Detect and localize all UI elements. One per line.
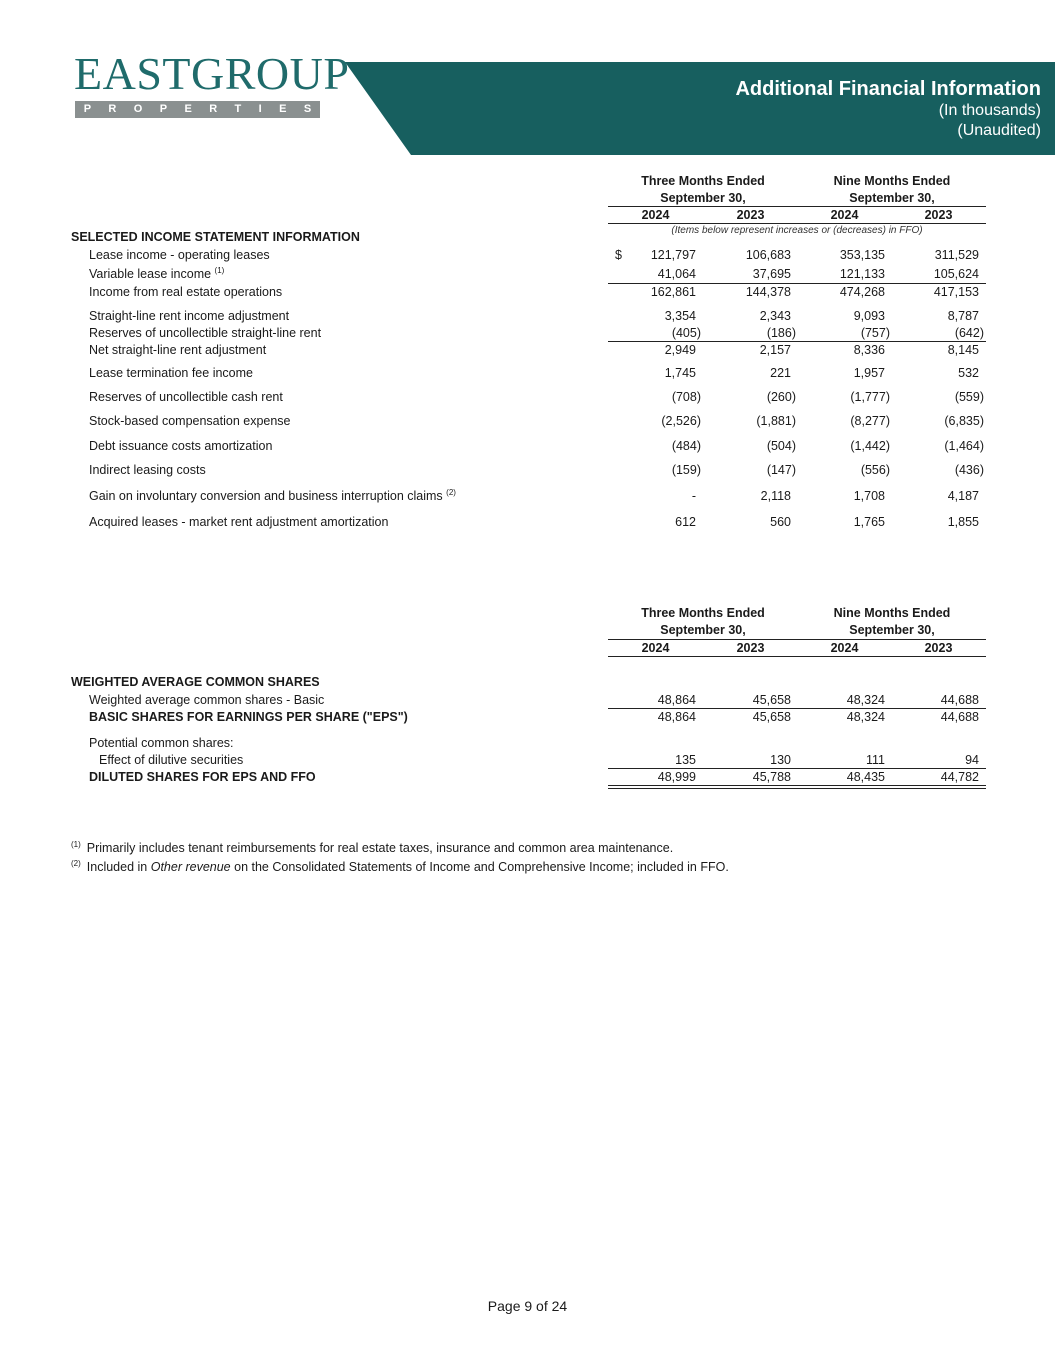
footnote-2 [71,860,729,874]
cell-value: 311,529 [934,248,979,262]
cell-value: 37,695 [752,267,791,281]
header-rule [608,223,986,224]
row-label [89,488,456,504]
cell-value: 144,378 [745,285,791,299]
row-label: Acquired leases - market rent adjustment amortization [89,515,389,529]
cell-value: (556) [860,463,890,477]
cell-value: 1,855 [947,515,979,529]
logo-letter: T [234,103,242,115]
table-row [0,284,1055,300]
cell-value: (260) [766,390,796,404]
cell-value: 121,797 [650,248,696,262]
footnote-text: on the Consolidated Statements of Income and Comprehensive Income; included in FFO. [230,860,729,874]
row-label-text: Variable lease income [89,267,212,281]
cell-value: 44,782 [940,770,979,784]
row-label: Income from real estate operations [89,285,283,299]
cell-value: 45,788 [752,770,791,784]
cell-value: 130 [770,753,791,767]
table-row [0,769,1055,785]
cell-value: (186) [766,326,796,340]
header-title-block [735,77,1041,141]
row-label: BASIC SHARES FOR EARNINGS PER SHARE ("EPS") [89,710,408,724]
cell-value: 48,435 [846,770,885,784]
company-logo-wordmark: EASTGROUP [74,48,350,99]
table-row [0,462,1055,478]
cell-value: 612 [675,515,696,529]
cell-value: (159) [671,463,701,477]
footnote-marker: (1) [71,839,81,849]
logo-letter: E [184,103,192,115]
table-row [0,342,1055,358]
cell-value: 221 [770,366,791,380]
cell-value: 48,324 [846,710,885,724]
cell-value: 135 [675,753,696,767]
page-subtitle-units: (In thousands) [938,102,1041,119]
cell-value: 111 [865,753,885,767]
cell-value: (757) [860,326,890,340]
row-label: Reserves of uncollectible straight-line rent [89,326,322,340]
cell-value: 162,861 [650,285,696,299]
cell-value: 1,957 [853,366,885,380]
row-label: DILUTED SHARES FOR EPS AND FFO [89,770,316,784]
nine-months-date: September 30, [849,191,935,205]
cell-value: 44,688 [940,693,979,707]
footnote-marker: (1) [214,265,225,275]
cell-value: (504) [766,439,796,453]
footnote-marker: (2) [446,487,456,497]
logo-letter: R [108,103,117,115]
table-row [0,692,1055,708]
table-row [0,389,1055,405]
footnote-marker: (2) [71,858,81,868]
logo-letter: R [209,103,218,115]
row-label: Lease income - operating leases [89,248,270,262]
cell-value: (8,277) [850,414,890,428]
logo-letter: P [159,103,168,115]
year-header: 2023 [736,641,765,655]
total-double-rule [608,785,986,789]
cell-value: 44,688 [940,710,979,724]
table-row [0,438,1055,454]
row-label: Net straight-line rent adjustment [89,343,267,357]
cell-value: 1,745 [664,366,696,380]
footnote-text: Primarily includes tenant reimbursements for real estate taxes, insurance and common area maintenance. [86,841,674,855]
cell-value: 2,343 [759,309,791,323]
cell-value: 105,624 [933,267,979,281]
header-rule [608,656,986,657]
cell-value: 3,354 [664,309,696,323]
cell-value: 353,135 [839,248,885,262]
cell-value: (1,777) [850,390,890,404]
row-label: Stock-based compensation expense [89,414,291,428]
three-months-header: Three Months Ended [641,606,765,620]
row-label: Potential common shares: [89,736,234,750]
cell-value: 2,949 [664,343,696,357]
cell-value: - [691,489,696,503]
cell-value: (708) [671,390,701,404]
currency-symbol: $ [615,248,622,262]
cell-value: (559) [954,390,984,404]
cell-value: 560 [770,515,791,529]
nine-months-date: September 30, [849,623,935,637]
income-section-title: SELECTED INCOME STATEMENT INFORMATION [71,230,360,244]
table-row [0,735,1055,751]
row-label: Lease termination fee income [89,366,253,380]
table-row [0,488,1055,504]
cell-value: (436) [954,463,984,477]
table-row [0,325,1055,341]
table-row [0,247,1055,263]
page-number: Page 9 of 24 [487,1298,568,1314]
table-note: (Items below represent increases or (decreases) in FFO) [671,225,923,236]
nine-months-header: Nine Months Ended [833,606,951,620]
year-header: 2023 [924,641,953,655]
cell-value: 2,157 [759,343,791,357]
header-rule [608,639,986,640]
header-rule [608,206,986,207]
cell-value: 41,064 [657,267,696,281]
cell-value: (1,464) [944,439,984,453]
footnote-1 [71,841,673,855]
three-months-date: September 30, [660,623,746,637]
cell-value: 8,145 [947,343,979,357]
cell-value: 9,093 [853,309,885,323]
cell-value: 48,864 [657,693,696,707]
year-header: 2024 [641,208,670,222]
three-months-date: September 30, [660,191,746,205]
row-label: Debt issuance costs amortization [89,439,273,453]
table-row [0,266,1055,282]
footnote-text: Included in [86,860,151,874]
cell-value: 532 [958,366,979,380]
footnote-italic-text: Other revenue [150,860,231,874]
three-months-header: Three Months Ended [641,174,765,188]
nine-months-header: Nine Months Ended [833,174,951,188]
cell-value: 45,658 [752,693,791,707]
table-row [0,514,1055,530]
row-label: Indirect leasing costs [89,463,206,477]
cell-value: 1,765 [853,515,885,529]
cell-value: (6,835) [944,414,984,428]
table-row [0,365,1055,381]
row-label: Weighted average common shares - Basic [89,693,325,707]
table-row [0,308,1055,324]
logo-letter: S [303,103,312,115]
company-logo-band [75,101,320,118]
cell-value: 4,187 [947,489,979,503]
year-header: 2023 [736,208,765,222]
cell-value: (2,526) [661,414,701,428]
cell-value: 1,708 [853,489,885,503]
cell-value: (1,881) [756,414,796,428]
row-label: Effect of dilutive securities [99,753,244,767]
cell-value: 94 [965,753,979,767]
row-label: Reserves of uncollectible cash rent [89,390,283,404]
cell-value: 106,683 [745,248,791,262]
cell-value: (405) [671,326,701,340]
cell-value: (147) [766,463,796,477]
cell-value: 474,268 [839,285,885,299]
row-label-text: Gain on involuntary conversion and business interruption claims [89,489,443,503]
page-title: Additional Financial Information [735,78,1041,100]
year-header: 2024 [830,208,859,222]
cell-value: 8,787 [947,309,979,323]
year-header: 2024 [641,641,670,655]
page-subtitle-audit: (Unaudited) [957,122,1041,139]
cell-value: (484) [671,439,701,453]
shares-section-title: WEIGHTED AVERAGE COMMON SHARES [71,675,320,689]
row-label: Straight-line rent income adjustment [89,309,290,323]
cell-value: 48,999 [657,770,696,784]
cell-value: 2,118 [760,489,791,503]
row-label [89,266,224,282]
table-row [0,709,1055,725]
logo-letter: E [279,103,287,115]
cell-value: 121,133 [839,267,885,281]
cell-value: 45,658 [752,710,791,724]
table-row [0,413,1055,429]
cell-value: (642) [954,326,984,340]
year-header: 2023 [924,208,953,222]
logo-letter: I [258,103,262,115]
year-header: 2024 [830,641,859,655]
table-row [0,752,1055,768]
cell-value: (1,442) [850,439,890,453]
logo-letter: P [83,103,92,115]
cell-value: 48,864 [657,710,696,724]
cell-value: 8,336 [853,343,885,357]
cell-value: 48,324 [846,693,885,707]
logo-letter: O [133,103,143,115]
cell-value: 417,153 [933,285,979,299]
